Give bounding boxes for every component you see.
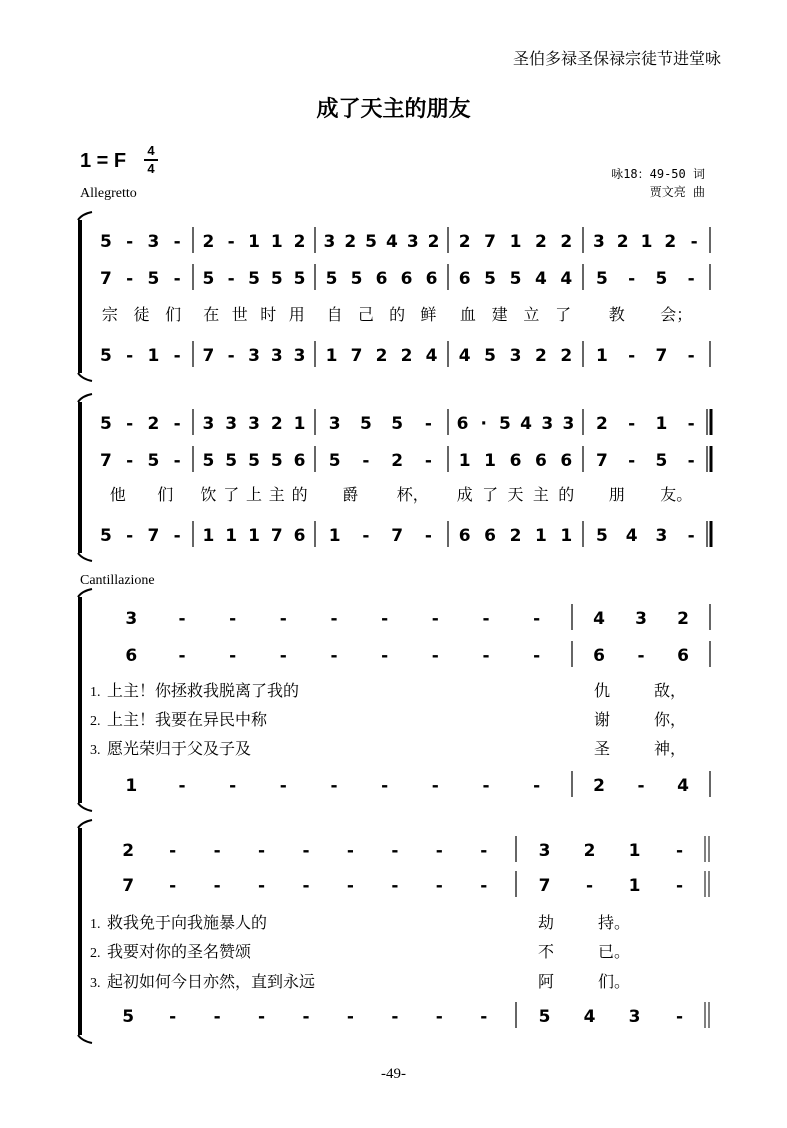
lyric-syllable: 了 — [482, 485, 499, 504]
lyric-syllable: 建 — [491, 305, 508, 324]
jianpu-note: 1 — [458, 451, 471, 471]
jianpu-note: 5 — [99, 232, 112, 252]
lyricist-credit: 咏18：49-50 词 — [611, 167, 705, 181]
verse-text: 上主！我要在异民中称 — [107, 710, 268, 729]
lyric-syllable: 鲜 — [420, 305, 437, 324]
jianpu-note: 2 — [147, 414, 160, 434]
jianpu-note: 1 — [509, 232, 522, 252]
verse-ending: 劫 — [537, 913, 555, 932]
verse-ending: 圣 — [593, 739, 611, 758]
page-number: -49- — [381, 1066, 406, 1082]
lyric-syllable: 主 — [532, 485, 549, 504]
lyric-syllable: 他 — [109, 485, 126, 504]
jianpu-note: - — [687, 414, 695, 434]
jianpu-note: 5 — [99, 526, 112, 546]
verse-ending: 敌， — [653, 681, 687, 700]
jianpu-note: 1 — [225, 526, 238, 546]
lyric-syllable: 了 — [555, 305, 572, 324]
bracket-hook-top — [78, 589, 92, 597]
cadence-note: 4 — [583, 1007, 596, 1027]
jianpu-note: 1 — [328, 526, 341, 546]
verse-text: 起初如何今日亦然，直到永远 — [107, 972, 316, 991]
lyric-syllable: 了 — [223, 485, 240, 504]
jianpu-note: 5 — [248, 269, 260, 289]
reciting-tone: 7 — [122, 876, 135, 896]
jianpu-note: 1 — [560, 526, 573, 546]
jianpu-note: - — [628, 346, 636, 366]
cadence-note: - — [637, 776, 645, 796]
jianpu-note: 5 — [509, 269, 522, 289]
jianpu-note: 2 — [458, 232, 471, 252]
jianpu-note: - — [362, 451, 370, 471]
jianpu-note: - — [690, 232, 698, 252]
jianpu-note: 4 — [458, 346, 471, 366]
jianpu-note: 2 — [509, 526, 522, 546]
cadence-note: 4 — [677, 776, 689, 796]
reciting-tone: - — [391, 876, 399, 896]
cadence-note: 6 — [677, 646, 689, 666]
reciting-tone: - — [279, 646, 287, 666]
lyric-syllable: 时 — [260, 305, 277, 324]
lyric-syllable: 主 — [268, 485, 285, 504]
jianpu-note: 5 — [391, 414, 404, 434]
jianpu-note: 1 — [325, 346, 338, 366]
verse-text: 救我免于向我施暴人的 — [107, 913, 268, 932]
reciting-tone: - — [302, 1007, 310, 1027]
bracket-hook-top — [78, 394, 92, 402]
jianpu-note: 2 — [270, 414, 283, 434]
jianpu-note: - — [173, 269, 181, 289]
jianpu-note: - — [424, 526, 432, 546]
jianpu-note: 2 — [560, 232, 573, 252]
reciting-tone: - — [533, 646, 541, 666]
jianpu-note: 1 — [270, 232, 283, 252]
jianpu-note: 6 — [400, 269, 413, 289]
lyric-syllable: 世 — [231, 305, 248, 324]
jianpu-note: 3 — [509, 346, 522, 366]
jianpu-note: - — [126, 526, 134, 546]
lyric-syllable: 成 — [456, 485, 473, 504]
reciting-tone: - — [391, 1007, 399, 1027]
reciting-tone: - — [346, 876, 354, 896]
reciting-tone: 5 — [122, 1007, 135, 1027]
cadence-note: 6 — [593, 646, 605, 666]
verse-text: 愿光荣归于父及子及 — [107, 739, 252, 758]
reciting-tone: - — [482, 609, 490, 629]
jianpu-note: - — [126, 414, 134, 434]
reciting-tone: - — [346, 1007, 354, 1027]
jianpu-note: 3 — [406, 232, 419, 252]
jianpu-note: 2 — [400, 346, 413, 366]
jianpu-note: 5 — [359, 414, 372, 434]
lyric-syllable: 们 — [157, 485, 174, 504]
reciting-tone: - — [169, 876, 177, 896]
reciting-tone: - — [229, 776, 237, 796]
jianpu-note: 7 — [655, 346, 668, 366]
reciting-tone: - — [346, 841, 354, 861]
reciting-tone: - — [178, 609, 186, 629]
cadence-note: 3 — [628, 1007, 641, 1027]
jianpu-note: 5 — [270, 451, 283, 471]
reciting-tone: 6 — [125, 646, 138, 666]
reciting-tone: - — [381, 776, 389, 796]
jianpu-note: 7 — [202, 346, 215, 366]
reciting-tone: - — [533, 609, 541, 629]
cadence-note: - — [637, 646, 645, 666]
lyric-syllable: 的 — [389, 305, 406, 324]
jianpu-note: 3 — [147, 232, 160, 252]
cadence-note: - — [675, 841, 684, 861]
bracket-hook-bottom — [78, 1035, 92, 1043]
jianpu-note: 4 — [625, 526, 638, 546]
jianpu-note: 2 — [534, 232, 547, 252]
verse-text: 上主！你拯救我脱离了我的 — [107, 681, 300, 700]
jianpu-note: - — [173, 346, 181, 366]
reciting-tone: - — [533, 776, 541, 796]
jianpu-note: 1 — [534, 526, 547, 546]
reciting-tone: - — [258, 876, 266, 896]
jianpu-note: 2 — [560, 346, 573, 366]
reciting-tone: - — [213, 1007, 221, 1027]
jianpu-note: 2 — [664, 232, 677, 252]
lyric-syllable: 用 — [288, 305, 305, 324]
jianpu-note: - — [126, 232, 134, 252]
jianpu-note: 5 — [99, 346, 112, 366]
jianpu-note: - — [687, 269, 695, 289]
composer-credit: 贾文亮 曲 — [649, 185, 705, 199]
lyric-syllable: 朋 — [608, 485, 625, 504]
jianpu-note: - — [687, 451, 695, 471]
verse-text: 我要对你的圣名赞颂 — [107, 942, 252, 961]
verse-number: 3. — [90, 976, 101, 991]
lyric-syllable: 自 — [326, 305, 343, 324]
reciting-tone: - — [480, 1007, 488, 1027]
jianpu-note: - — [173, 232, 181, 252]
jianpu-note: 5 — [484, 346, 497, 366]
jianpu-note: 1 — [147, 346, 160, 366]
jianpu-note: - — [126, 451, 134, 471]
reciting-tone: - — [330, 776, 338, 796]
reciting-tone: - — [302, 841, 310, 861]
jianpu-note: 7 — [350, 346, 363, 366]
reciting-tone: - — [279, 609, 287, 629]
jianpu-note: - — [227, 346, 235, 366]
jianpu-note: 5 — [484, 269, 497, 289]
jianpu-note: 6 — [375, 269, 388, 289]
verse-ending: 阿 — [537, 972, 555, 991]
reciting-tone: - — [169, 841, 177, 861]
reciting-tone: - — [229, 609, 237, 629]
jianpu-note: 5 — [595, 526, 608, 546]
lyric-syllable: 宗 — [101, 305, 118, 324]
jianpu-note: 1 — [293, 414, 306, 434]
reciting-tone: - — [258, 841, 266, 861]
cadence-note: - — [675, 1007, 684, 1027]
reciting-tone: - — [435, 841, 443, 861]
reciting-tone: - — [302, 876, 310, 896]
jianpu-note: 7 — [391, 526, 404, 546]
jianpu-note: 6 — [484, 526, 497, 546]
time-signature-bottom: 4 — [147, 160, 155, 176]
reciting-tone: 2 — [122, 841, 135, 861]
jianpu-note: 5 — [328, 451, 341, 471]
jianpu-note: 1 — [595, 346, 608, 366]
cadence-note: 1 — [628, 841, 641, 861]
cadence-note: 1 — [628, 876, 641, 896]
jianpu-note: 1 — [248, 526, 260, 546]
reciting-tone: - — [213, 841, 221, 861]
cadence-note: 2 — [583, 841, 596, 861]
jianpu-note: 5 — [99, 414, 112, 434]
jianpu-note: - — [424, 451, 432, 471]
reciting-tone: - — [169, 1007, 177, 1027]
verse-ending: 谢 — [593, 710, 611, 729]
jianpu-note: - — [628, 269, 636, 289]
jianpu-note: 2 — [616, 232, 629, 252]
jianpu-note: 3 — [592, 232, 605, 252]
jianpu-note: 2 — [534, 346, 547, 366]
chant-label: Cantillazione — [80, 573, 155, 588]
verse-ending: 神， — [653, 739, 687, 758]
jianpu-note: 1 — [655, 414, 668, 434]
jianpu-note: · — [480, 414, 487, 434]
verse-number: 3. — [90, 743, 101, 758]
reciting-tone: - — [480, 876, 488, 896]
jianpu-note: 3 — [328, 414, 341, 434]
jianpu-note: 2 — [293, 232, 306, 252]
jianpu-note: 1 — [248, 232, 260, 252]
tempo-marking: Allegretto — [80, 186, 137, 201]
reciting-tone: - — [480, 841, 488, 861]
page-header: 圣伯多禄圣保禄宗徒节进堂咏 — [512, 49, 721, 68]
jianpu-note: 5 — [147, 451, 160, 471]
jianpu-note: 5 — [655, 269, 668, 289]
jianpu-note: 2 — [202, 232, 215, 252]
jianpu-note: 3 — [248, 346, 260, 366]
jianpu-note: - — [628, 414, 636, 434]
key-signature: 1 = F — [80, 150, 127, 172]
jianpu-note: 5 — [498, 414, 511, 434]
jianpu-note: 7 — [99, 451, 112, 471]
reciting-tone: - — [435, 1007, 443, 1027]
verse-ending: 不 — [537, 942, 555, 961]
jianpu-note: 5 — [655, 451, 668, 471]
verse-ending: 持。 — [597, 913, 631, 932]
jianpu-note: 5 — [202, 269, 215, 289]
verse-ending: 仇 — [593, 681, 611, 700]
verse-ending: 已。 — [597, 942, 631, 961]
jianpu-note: 7 — [270, 526, 283, 546]
cadence-note: - — [585, 876, 594, 896]
jianpu-note: - — [173, 451, 181, 471]
jianpu-note: 5 — [270, 269, 283, 289]
verse-number: 2. — [90, 714, 101, 729]
lyric-syllable: 上 — [245, 485, 263, 504]
jianpu-note: 4 — [534, 269, 547, 289]
reciting-tone: - — [381, 609, 389, 629]
cadence-note: 3 — [635, 609, 647, 629]
jianpu-note: - — [362, 526, 370, 546]
lyric-syllable: 友。 — [660, 485, 693, 504]
jianpu-note: 3 — [541, 414, 554, 434]
reciting-tone: - — [178, 776, 186, 796]
jianpu-note: 3 — [270, 346, 283, 366]
cadence-note: 5 — [538, 1007, 551, 1027]
jianpu-note: 5 — [350, 269, 363, 289]
lyric-syllable: 的 — [291, 485, 308, 504]
reciting-tone: - — [482, 646, 490, 666]
cadence-note: 2 — [677, 609, 689, 629]
verse-number: 2. — [90, 946, 101, 961]
jianpu-note: - — [126, 269, 134, 289]
jianpu-note: 2 — [344, 232, 357, 252]
reciting-tone: - — [435, 876, 443, 896]
lyric-syllable: 教 — [608, 305, 625, 324]
jianpu-note: 6 — [509, 451, 522, 471]
verse-number: 1. — [90, 917, 101, 932]
jianpu-note: 3 — [248, 414, 260, 434]
jianpu-note: - — [227, 232, 235, 252]
lyric-syllable: 己 — [357, 305, 374, 324]
verse-ending: 你， — [653, 710, 687, 729]
jianpu-note: 2 — [427, 232, 440, 252]
bracket-hook-bottom — [78, 553, 92, 561]
reciting-tone: - — [482, 776, 490, 796]
jianpu-note: 5 — [248, 451, 260, 471]
jianpu-note: - — [628, 451, 636, 471]
jianpu-note: - — [687, 526, 695, 546]
jianpu-note: 3 — [655, 526, 668, 546]
lyric-syllable: 杯， — [396, 485, 429, 504]
jianpu-note: - — [126, 346, 134, 366]
jianpu-note: 3 — [202, 414, 215, 434]
jianpu-note: 1 — [640, 232, 653, 252]
jianpu-note: 2 — [391, 451, 404, 471]
jianpu-note: 1 — [202, 526, 215, 546]
jianpu-note: 6 — [534, 451, 547, 471]
jianpu-note: 5 — [595, 269, 608, 289]
jianpu-note: 5 — [225, 451, 238, 471]
reciting-tone: - — [213, 876, 221, 896]
reciting-tone: 3 — [125, 609, 138, 629]
jianpu-note: 6 — [458, 526, 471, 546]
jianpu-note: 3 — [293, 346, 306, 366]
jianpu-note: 4 — [560, 269, 573, 289]
cadence-note: 7 — [538, 876, 551, 896]
jianpu-note: - — [173, 526, 181, 546]
bracket-hook-top — [78, 212, 92, 220]
lyric-syllable: 爵 — [342, 485, 359, 504]
jianpu-note: 2 — [595, 414, 608, 434]
jianpu-note: 5 — [147, 269, 160, 289]
jianpu-note: 6 — [293, 451, 306, 471]
lyric-syllable: 们 — [165, 305, 182, 324]
lyric-syllable: 饮 — [200, 485, 217, 504]
lyric-syllable: 天 — [507, 485, 524, 504]
jianpu-note: 7 — [147, 526, 160, 546]
reciting-tone: - — [229, 646, 237, 666]
reciting-tone: - — [431, 609, 439, 629]
lyric-syllable: 立 — [523, 305, 540, 324]
reciting-tone: - — [391, 841, 399, 861]
reciting-tone: 1 — [125, 776, 138, 796]
jianpu-note: - — [227, 269, 235, 289]
reciting-tone: - — [431, 646, 439, 666]
jianpu-note: 7 — [99, 269, 112, 289]
reciting-tone: - — [330, 609, 338, 629]
jianpu-note: 2 — [375, 346, 388, 366]
lyric-syllable: 在 — [203, 305, 220, 324]
jianpu-note: - — [173, 414, 181, 434]
song-title: 成了天主的朋友 — [316, 96, 471, 122]
jianpu-note: - — [687, 346, 695, 366]
reciting-tone: - — [178, 646, 186, 666]
lyric-syllable: 血 — [459, 305, 476, 324]
jianpu-note: 7 — [484, 232, 497, 252]
jianpu-note: 4 — [520, 414, 533, 434]
jianpu-note: 5 — [365, 232, 378, 252]
cadence-note: 3 — [538, 841, 551, 861]
reciting-tone: - — [431, 776, 439, 796]
reciting-tone: - — [258, 1007, 266, 1027]
reciting-tone: - — [279, 776, 287, 796]
jianpu-note: 5 — [325, 269, 338, 289]
jianpu-note: - — [424, 414, 432, 434]
bracket-hook-bottom — [78, 803, 92, 811]
lyric-syllable: 徒 — [133, 305, 150, 324]
jianpu-note: 4 — [385, 232, 398, 252]
reciting-tone: - — [330, 646, 338, 666]
jianpu-note: 6 — [560, 451, 573, 471]
jianpu-note: 7 — [595, 451, 608, 471]
lyric-syllable: 的 — [558, 485, 575, 504]
jianpu-note: 6 — [293, 526, 306, 546]
jianpu-note: 6 — [425, 269, 438, 289]
jianpu-note: 5 — [202, 451, 215, 471]
verse-ending: 们。 — [597, 972, 631, 991]
reciting-tone: - — [381, 646, 389, 666]
verse-number: 1. — [90, 685, 101, 700]
jianpu-note: 6 — [458, 269, 471, 289]
bracket-hook-top — [78, 820, 92, 828]
jianpu-note: 3 — [225, 414, 238, 434]
jianpu-note: 4 — [425, 346, 438, 366]
time-signature-top: 4 — [147, 143, 155, 158]
cadence-note: 4 — [593, 609, 605, 629]
bracket-hook-bottom — [78, 373, 92, 381]
cadence-note: 2 — [593, 776, 605, 796]
jianpu-note: 5 — [293, 269, 306, 289]
lyric-syllable: 会； — [660, 305, 693, 324]
jianpu-note: 6 — [456, 414, 469, 434]
jianpu-note: 1 — [484, 451, 497, 471]
jianpu-note: 3 — [562, 414, 575, 434]
cadence-note: - — [675, 876, 684, 896]
jianpu-note: 3 — [323, 232, 336, 252]
